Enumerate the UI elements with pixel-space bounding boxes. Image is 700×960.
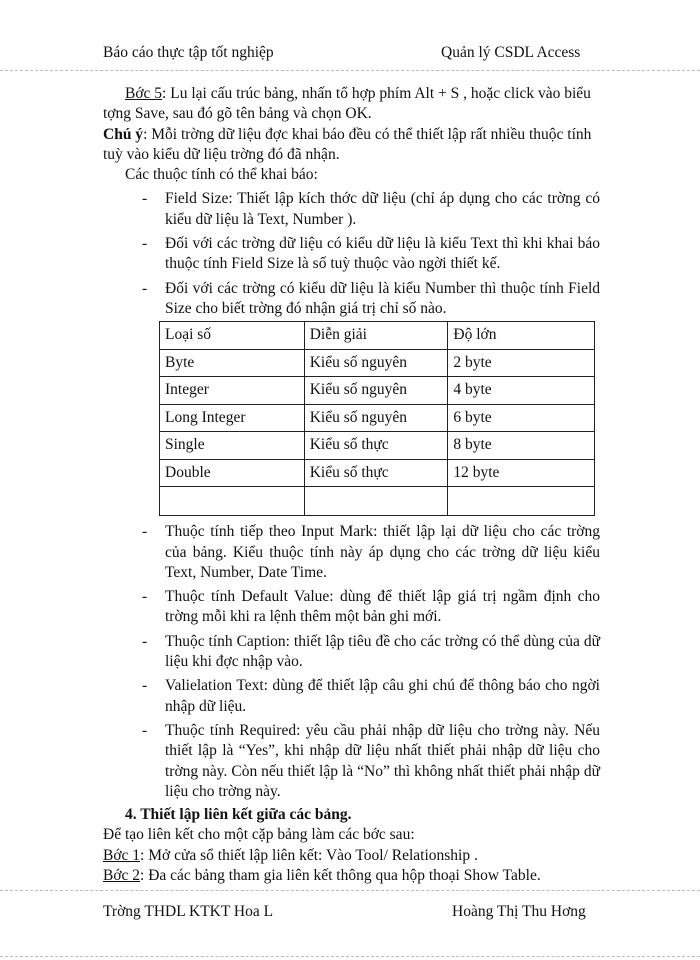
table-cell: 12 byte [448,459,595,487]
table-cell: 2 byte [448,349,595,377]
page-body [103,84,600,886]
table-cell: Kiểu số nguyên [304,404,448,432]
step1-label: Bớc 1 [103,846,141,864]
section-heading: 4. Thiết lập liên kết giữa các bảng. [125,806,352,824]
bullet-required: - Thuộc tính Required: yêu cầu phải nhập dữ liệu cho trờng này. Nếu thiết lập là “Yes”, khi nhập dữ liệu nhất thiết phải nhập dữ liệu cho trờng này. Còn nếu thiết lập là “No” thì không nhất thiết phải nhập dữ liệu cho trờng này. [103,721,600,802]
step5-label: Bớc 5 [125,85,163,102]
step1-paragraph [103,846,600,866]
page-footer-left: Trờng THDL KTKT Hoa L [103,903,274,920]
table-cell: Double [160,459,305,487]
table-row [160,404,595,432]
bullet-list-top [103,189,600,319]
table-cell: Single [160,432,305,460]
table-header-cell: Diễn giải [304,322,448,350]
bullet-validation-text: - Valielation Text: dùng để thiết lập câu ghi chú để thông báo cho ngời nhập dữ liệu. [103,676,600,717]
bullet-number-field-size: - Đối với các trờng có kiểu dữ liệu là kiểu Number thì thuộc tính Field Size cho biết trờng đó nhận giá trị chỉ số nào. [103,279,600,320]
page-footer-right: Hoàng Thị Thu Hơng [452,903,586,920]
table-cell [160,487,305,516]
table-cell [304,487,448,516]
note-text: : Mỗi trờng dữ liệu đợc khai báo đều có thể thiết lập rất nhiều thuộc tính tuỳ vào kiểu dữ liệu trờng đó đã nhận. [103,125,592,163]
step1-text: : Mở cửa sổ thiết lập liên kết: Vào Tool/ Relationship . [140,846,478,864]
bullet-list-bottom [103,522,600,802]
bullet-input-mark: - Thuộc tính tiếp theo Input Mark: thiết lập lại dữ liệu cho các trờng của bảng. Kiểu thuộc tính này áp dụng cho các trờng dữ liệu kiểu Text, Number, Date Time. [103,522,600,583]
table-row [160,349,595,377]
header-divider [0,70,700,71]
table-row-empty [160,487,595,516]
section-intro: Để tạo liên kết cho một cặp bảng làm các bớc sau: [103,826,415,844]
table-cell: Kiểu số nguyên [304,377,448,405]
bullet-field-size: - Field Size: Thiết lập kích thớc dữ liệu (chỉ áp dụng cho các trờng có kiểu dữ liệu là Text, Number ). [103,189,600,230]
table-cell: Long Integer [160,404,305,432]
table-cell: Kiểu số nguyên [304,349,448,377]
page-header-right: Quản lý CSDL Access [441,44,581,61]
step2-text: : Đa các bảng tham gia liên kết thông qua hộp thoại Show Table. [140,867,541,885]
table-cell: 8 byte [448,432,595,460]
step5-paragraph [103,84,600,125]
table-row [160,377,595,405]
bullet-default-value: - Thuộc tính Default Value: dùng để thiết lập giá trị ngầm định cho trờng mỗi khi ra lệnh thêm một bản ghi mới. [103,587,600,628]
table-header-cell: Loại số [160,322,305,350]
table-cell: Integer [160,377,305,405]
number-type-table [159,321,595,516]
table-cell: 4 byte [448,377,595,405]
page-bottom-divider [0,956,700,957]
note-label: Chú ý [103,125,144,143]
props-intro: Các thuộc tính có thể khai báo: [125,166,318,184]
note-paragraph [103,125,600,166]
step2-label: Bớc 2 [103,867,141,885]
step2-paragraph [103,866,600,886]
step5-text: : Lu lại cấu trúc bảng, nhấn tổ hợp phím Alt + S , hoặc click vào biểu tợng Save, sau đó gõ tên bảng và chọn OK. [103,85,591,123]
table-cell [448,487,595,516]
bullet-caption: - Thuộc tính Caption: thiết lập tiêu đề cho các trờng có thể dùng của dữ liệu khi đợc nhập vào. [103,632,600,673]
table-header-row [160,322,595,350]
table-row [160,459,595,487]
page-header-left: Báo cáo thực tập tốt nghiệp [103,44,274,61]
table-header-cell: Độ lớn [448,322,595,350]
table-cell: 6 byte [448,404,595,432]
footer-divider [0,890,700,891]
table-cell: Kiểu số thực [304,459,448,487]
table-cell: Kiểu số thực [304,432,448,460]
table-row [160,432,595,460]
table-cell: Byte [160,349,305,377]
bullet-text-field-size: - Đối với các trờng dữ liệu có kiểu dữ liệu là kiểu Text thì khi khai báo thuộc tính Field Size là số tuỳ thuộc vào ngời thiết kế. [103,234,600,275]
